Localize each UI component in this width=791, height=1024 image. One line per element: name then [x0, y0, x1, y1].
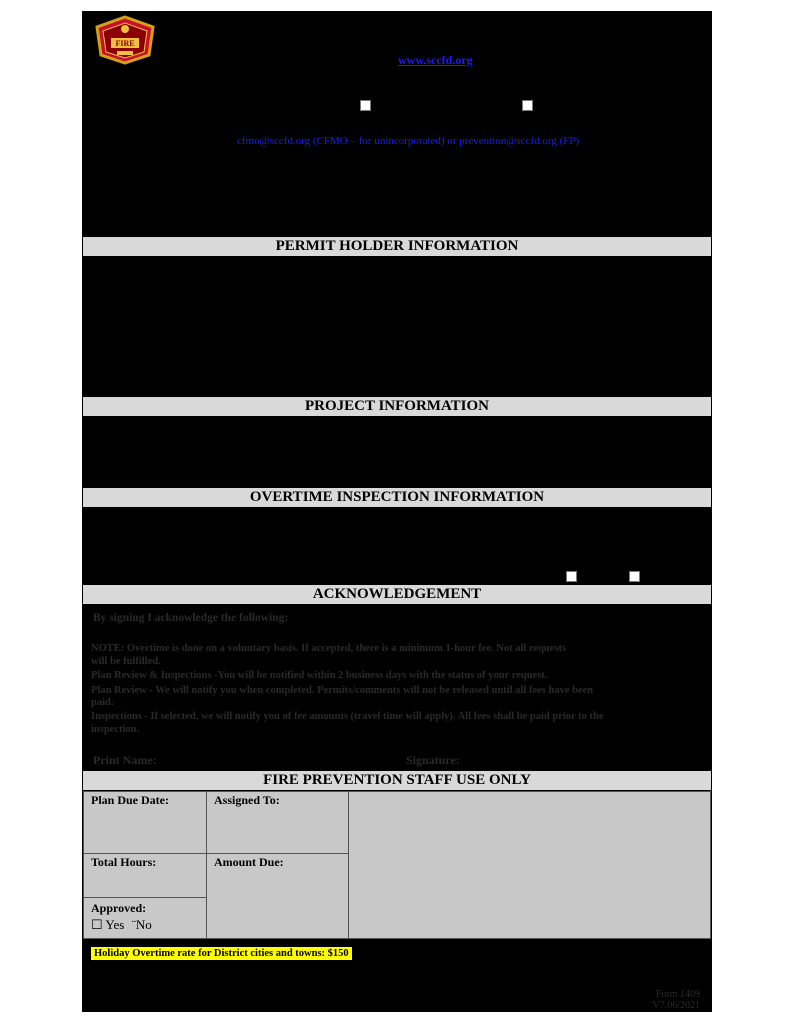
form-number-label: Form 1409 [655, 989, 700, 1000]
ack-plan-review-inspections: Plan Review & Inspections -You will be notified within 2 business days with the status of your request. [91, 670, 548, 681]
svg-text:FIRE: FIRE [115, 39, 135, 48]
ack-plan-review-line-2: paid. [91, 697, 114, 708]
approved-yes-checkbox[interactable]: ☐ Yes [91, 917, 125, 932]
total-hours-cell[interactable] [83, 853, 207, 898]
assigned-to-cell[interactable] [206, 791, 349, 854]
section-acknowledgement: ACKNOWLEDGEMENT [83, 585, 711, 604]
checkbox-overtime-no[interactable] [629, 571, 640, 582]
signature-label: Signature: [406, 753, 460, 767]
checkbox-overtime-yes[interactable] [566, 571, 577, 582]
holiday-rate-note: Holiday Overtime rate for District cities and towns: $150 [91, 947, 352, 960]
form-page [82, 11, 712, 1012]
website-link[interactable]: www.sccfd.org [398, 53, 473, 67]
form-version-label: V7.06/2021 [652, 1000, 700, 1011]
ack-inspections-line-1: Inspections - If selected, we will notify you of fee amounts (travel time will apply). All fees shall be paid prior to the [91, 711, 604, 722]
fire-department-logo [93, 15, 157, 65]
total-hours-label: Total Hours: [91, 855, 157, 869]
ack-note-line-1: NOTE: Overtime is done on a voluntary basis. If accepted, there is a minimum 1-hour fee. Not all requests [91, 643, 567, 654]
section-staff-use-only: FIRE PREVENTION STAFF USE ONLY [83, 771, 711, 790]
approved-cell [83, 897, 207, 939]
ack-intro: By signing I acknowledge the following: [93, 612, 289, 624]
ack-inspections-line-2: inspection. [91, 724, 140, 735]
email-contact-line[interactable]: cfmo@sccfd.org (CFMO – for unincorporated) or prevention@sccfd.org (FP) [237, 135, 580, 147]
ack-note-line-2: will be fulfilled. [91, 656, 161, 667]
section-overtime-inspection: OVERTIME INSPECTION INFORMATION [83, 488, 711, 507]
assigned-to-label: Assigned To: [214, 793, 280, 807]
section-project: PROJECT INFORMATION [83, 397, 711, 416]
amount-due-cell[interactable] [206, 853, 349, 939]
section-permit-holder: PERMIT HOLDER INFORMATION [83, 237, 711, 256]
checkbox-cfmo[interactable] [360, 100, 371, 111]
ack-plan-review-line-1: Plan Review - We will notify you when completed. Permits/comments will not be released until all fees have been [91, 685, 594, 696]
approved-label: Approved: [91, 901, 147, 915]
staff-use-table [83, 791, 711, 939]
plan-due-date-label: Plan Due Date: [91, 793, 169, 807]
form-number [653, 989, 701, 1011]
approved-no-checkbox[interactable]: ¨No [131, 917, 152, 932]
amount-due-label: Amount Due: [214, 855, 284, 869]
plan-due-date-cell[interactable] [83, 791, 207, 854]
checkbox-fire-prevention[interactable] [522, 100, 533, 111]
print-name-label: Print Name: [93, 753, 157, 767]
staff-notes-cell[interactable] [348, 791, 711, 939]
